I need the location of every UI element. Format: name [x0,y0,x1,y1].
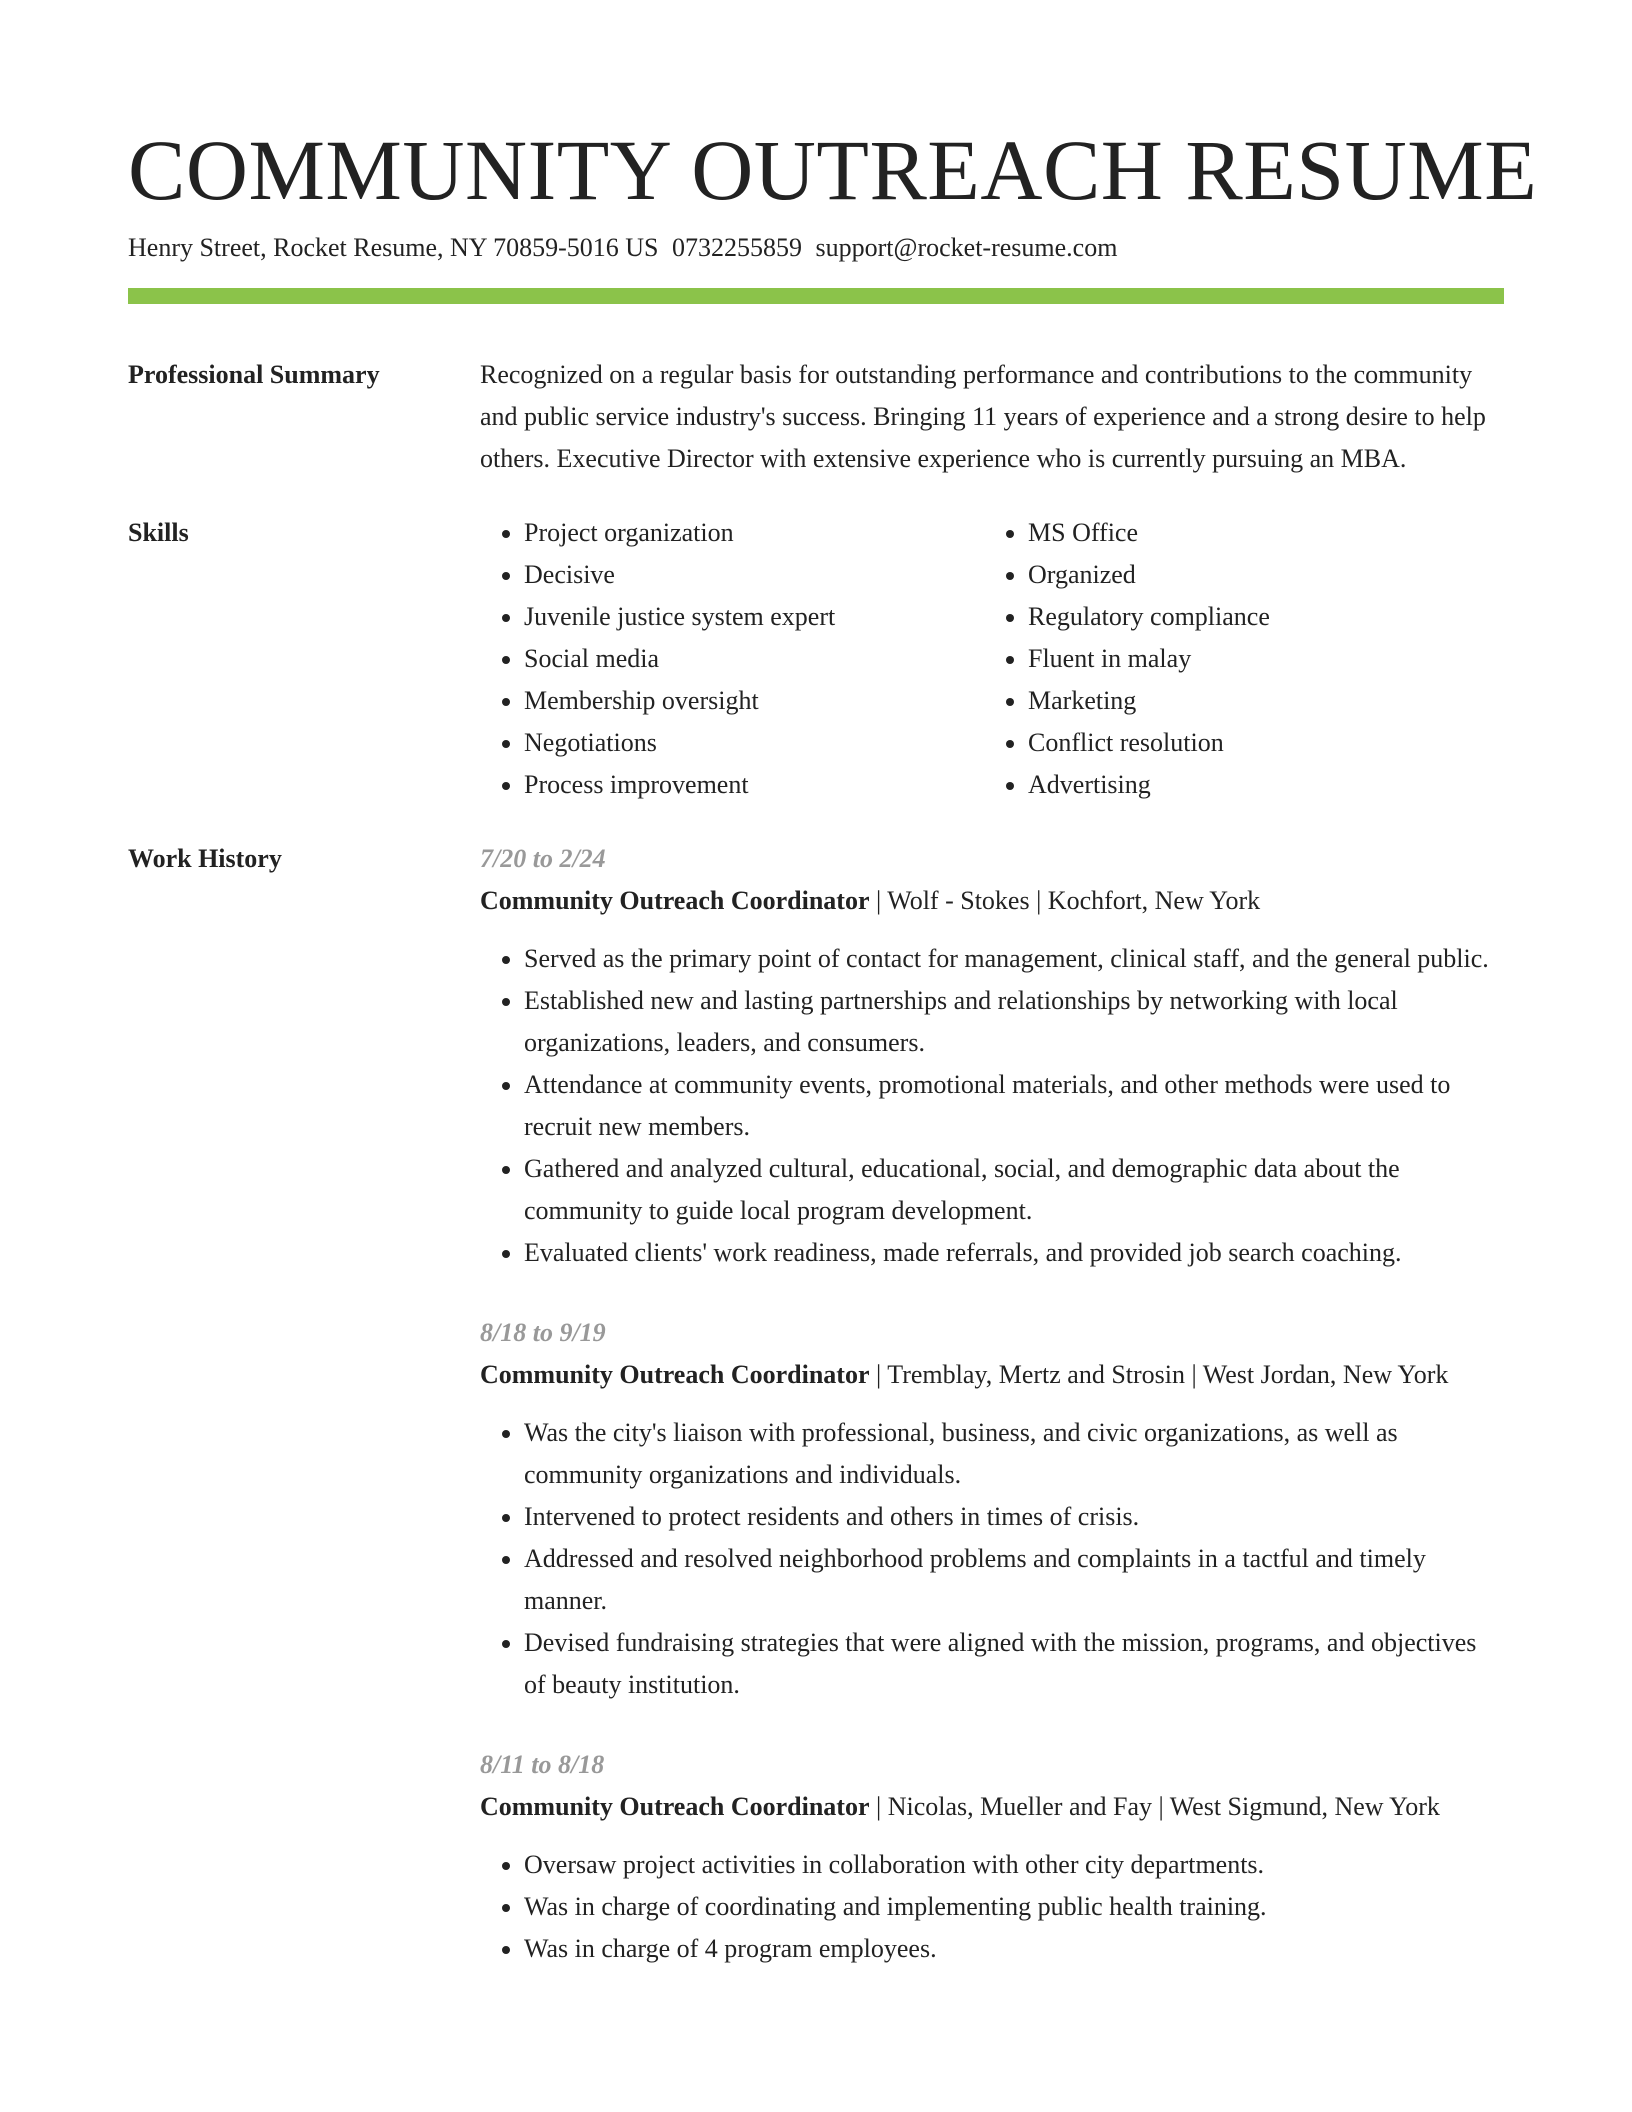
job-bullet: • Addressed and resolved neighborhood problems and complaints in a tactful and timely manner. [524,1538,1504,1622]
skill-item: • Fluent in malay [1028,638,1488,680]
job-heading [480,1354,1504,1396]
skill-item: • Membership oversight [524,680,984,722]
skill-item: • Social media [524,638,984,680]
job-entry [480,1744,1504,1970]
skill-item: • Conflict resolution [1028,722,1488,764]
accent-divider [128,288,1504,304]
job-bullet: • Intervened to protect residents and others in times of crisis. [524,1496,1504,1538]
job-bullet: • Devised fundraising strategies that were aligned with the mission, programs, and objectives of beauty institution. [524,1622,1504,1706]
job-role: Community Outreach Coordinator [480,886,870,915]
skill-item: • MS Office [1028,512,1488,554]
job-bullets [480,938,1504,1274]
contact-email: support@rocket-resume.com [815,233,1118,262]
job-bullets [480,1412,1504,1706]
job-bullet: • Served as the primary point of contact for management, clinical staff, and the general public. [524,938,1504,980]
job-bullet: • Attendance at community events, promotional materials, and other methods were used to recruit new members. [524,1064,1504,1148]
summary-text: Recognized on a regular basis for outstanding performance and contributions to the community and public service industry's success. Bringing 11 years of experience and a strong desire to help others. Executive Director with extensive experience who is currently pursuing an MBA. [480,360,1486,473]
job-dates: 7/20 to 2/24 [480,844,606,873]
job-bullet: • Evaluated clients' work readiness, made referrals, and provided job search coaching. [524,1232,1504,1274]
job-role: Community Outreach Coordinator [480,1792,870,1821]
job-bullet: • Was the city's liaison with professional, business, and civic organizations, as well as community organizations and individuals. [524,1412,1504,1496]
job-role: Community Outreach Coordinator [480,1360,870,1389]
summary-section [128,354,1504,480]
skill-item: • Process improvement [524,764,984,806]
job-bullet: • Gathered and analyzed cultural, educational, social, and demographic data about the community to guide local program development. [524,1148,1504,1232]
job-details: | Wolf - Stokes | Kochfort, New York [869,886,1261,915]
contact-line [128,230,1504,266]
job-bullet: • Oversaw project activities in collaboration with other city departments. [524,1844,1504,1886]
job-bullets [480,1844,1504,1970]
section-title-work-history: Work History [128,844,282,873]
skills-section [128,512,1504,806]
section-title-skills: Skills [128,518,189,547]
section-title-summary: Professional Summary [128,360,380,389]
resume-title: COMMUNITY OUTREACH RESUME [128,122,1538,218]
job-bullet: • Was in charge of 4 program employees. [524,1928,1504,1970]
skill-item: • Negotiations [524,722,984,764]
skills-list-right [984,512,1488,806]
job-bullet: • Established new and lasting partnerships and relationships by networking with local organizations, leaders, and consumers. [524,980,1504,1064]
job-details: | Nicolas, Mueller and Fay | West Sigmund, New York [869,1792,1440,1821]
job-dates: 8/11 to 8/18 [480,1750,605,1779]
contact-phone: 0732255859 [672,233,803,262]
work-history-section [128,838,1504,1970]
resume-page [128,120,1538,1970]
job-details: | Tremblay, Mertz and Strosin | West Jordan, New York [869,1360,1449,1389]
job-bullet: • Was in charge of coordinating and implementing public health training. [524,1886,1504,1928]
job-dates: 8/18 to 9/19 [480,1318,606,1347]
job-heading [480,880,1504,922]
contact-address: Henry Street, Rocket Resume, NY 70859-5016 US [128,233,659,262]
skill-item: • Decisive [524,554,984,596]
job-entry [480,1312,1504,1706]
skill-item: • Marketing [1028,680,1488,722]
skill-item: • Advertising [1028,764,1488,806]
skill-item: • Project organization [524,512,984,554]
skill-item: • Organized [1028,554,1488,596]
skills-list-left [480,512,984,806]
job-heading [480,1786,1504,1828]
job-entry [480,838,1504,1274]
skill-item: • Juvenile justice system expert [524,596,984,638]
skill-item: • Regulatory compliance [1028,596,1488,638]
